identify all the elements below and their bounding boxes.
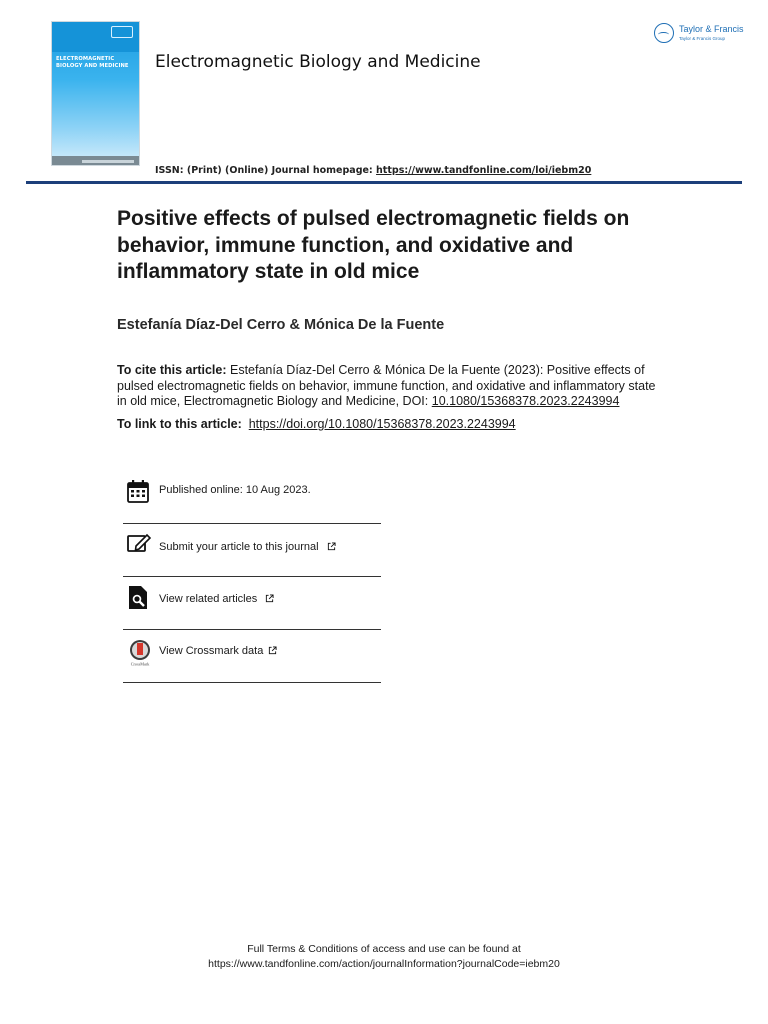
crossmark-icon <box>127 639 153 667</box>
cite-label: To cite this article: <box>117 363 227 377</box>
issn-line <box>155 165 591 176</box>
crossmark-row[interactable] <box>123 638 381 668</box>
related-articles-link[interactable]: View related articles <box>159 593 274 605</box>
action-divider <box>123 523 381 524</box>
published-online-row <box>123 478 381 506</box>
publisher-logo-name: Taylor & Francis <box>679 24 744 34</box>
publisher-logo <box>654 22 746 48</box>
crossmark-icon-label: CrossMark <box>130 661 150 667</box>
calendar-icon <box>127 479 149 503</box>
external-link-icon <box>327 542 336 551</box>
article-title: Positive effects of pulsed electromagnetic fields on behavior, immune function, and oxidative and inflammatory state in old mice <box>117 207 630 283</box>
publisher-logo-subtext: Taylor & Francis Group <box>679 36 726 41</box>
terms-footer <box>0 942 768 972</box>
article-authors: Estefanía Díaz-Del Cerro & Mónica De la Fuente <box>117 317 445 333</box>
related-articles-row[interactable] <box>123 584 381 614</box>
published-online-text: Published online: 10 Aug 2023. <box>159 484 311 496</box>
cover-emblem <box>111 26 133 38</box>
action-divider <box>123 629 381 630</box>
action-divider <box>123 682 381 683</box>
external-link-icon <box>265 594 274 603</box>
publisher-logo-icon <box>654 23 674 43</box>
terms-footer-url[interactable]: https://www.tandfonline.com/action/journalInformation?journalCode=iebm20 <box>208 958 560 970</box>
cover-title: ELECTROMAGNETIC BIOLOGY AND MEDICINE <box>56 56 129 69</box>
external-link-icon <box>268 646 277 655</box>
doi-link[interactable]: 10.1080/15368378.2023.2243994 <box>431 394 620 408</box>
issn-text: ISSN: (Print) (Online) Journal homepage: <box>155 165 373 176</box>
citation-block <box>117 363 662 410</box>
header-divider <box>26 181 742 184</box>
journal-title: Electromagnetic Biology and Medicine <box>155 52 481 72</box>
submit-article-row[interactable] <box>123 532 381 562</box>
journal-homepage-link[interactable]: https://www.tandfonline.com/loi/iebm20 <box>376 165 592 176</box>
terms-footer-line: Full Terms & Conditions of access and use can be found at <box>247 943 521 955</box>
edit-icon <box>127 532 151 554</box>
crossmark-link[interactable]: View Crossmark data <box>159 645 277 657</box>
action-divider <box>123 576 381 577</box>
cover-footer-band <box>52 156 139 165</box>
link-label: To link to this article: <box>117 417 242 431</box>
article-link-line <box>117 417 516 431</box>
journal-cover-image <box>52 22 139 165</box>
cite-text: Estefanía Díaz-Del Cerro & Mónica De la Fuente (2023): Positive effects of pulsed electromagnetic fields on behavior, immune function, and oxidative and inflammatory state in old mice, Electromagnetic Biology and Medicine, DOI: <box>117 363 656 408</box>
article-doi-url-link[interactable]: https://doi.org/10.1080/15368378.2023.2243994 <box>248 417 516 431</box>
submit-article-link[interactable]: Submit your article to this journal <box>159 541 336 553</box>
search-document-icon <box>127 585 149 610</box>
